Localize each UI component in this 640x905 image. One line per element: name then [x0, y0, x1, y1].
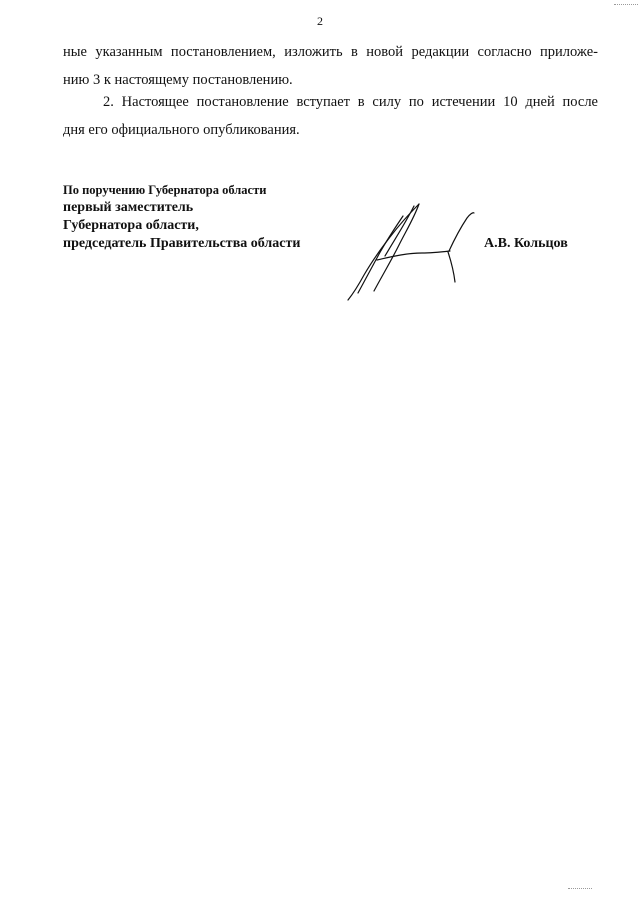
paragraph-2-line-2: дня его официального опубликования. — [63, 122, 300, 138]
signature-line-3: Губернатора области, — [63, 218, 199, 233]
handwritten-signature — [340, 196, 480, 302]
paragraph-2-line-1: 2. Настоящее постановление вступает в силу по истечении 10 дней после — [103, 94, 598, 110]
paragraph-1-line-1: ные указанным постановлением, изложить в новой редакции согласно приложе- — [63, 44, 598, 60]
scan-mark-top — [614, 0, 638, 5]
signature-block — [63, 181, 300, 253]
signature-line-4: председатель Правительства области — [63, 236, 301, 251]
scan-mark-bottom — [568, 888, 592, 893]
signature-line-1: По поручению Губернатора области — [63, 183, 267, 197]
paragraph-2 — [63, 88, 598, 144]
page-number: 2 — [317, 14, 323, 28]
signature-line-2: первый заместитель — [63, 200, 194, 215]
signer-name: А.В. Кольцов — [484, 236, 568, 251]
paragraph-1 — [63, 38, 598, 94]
paragraph-1-line-2: нию 3 к настоящему постановлению. — [63, 72, 293, 88]
